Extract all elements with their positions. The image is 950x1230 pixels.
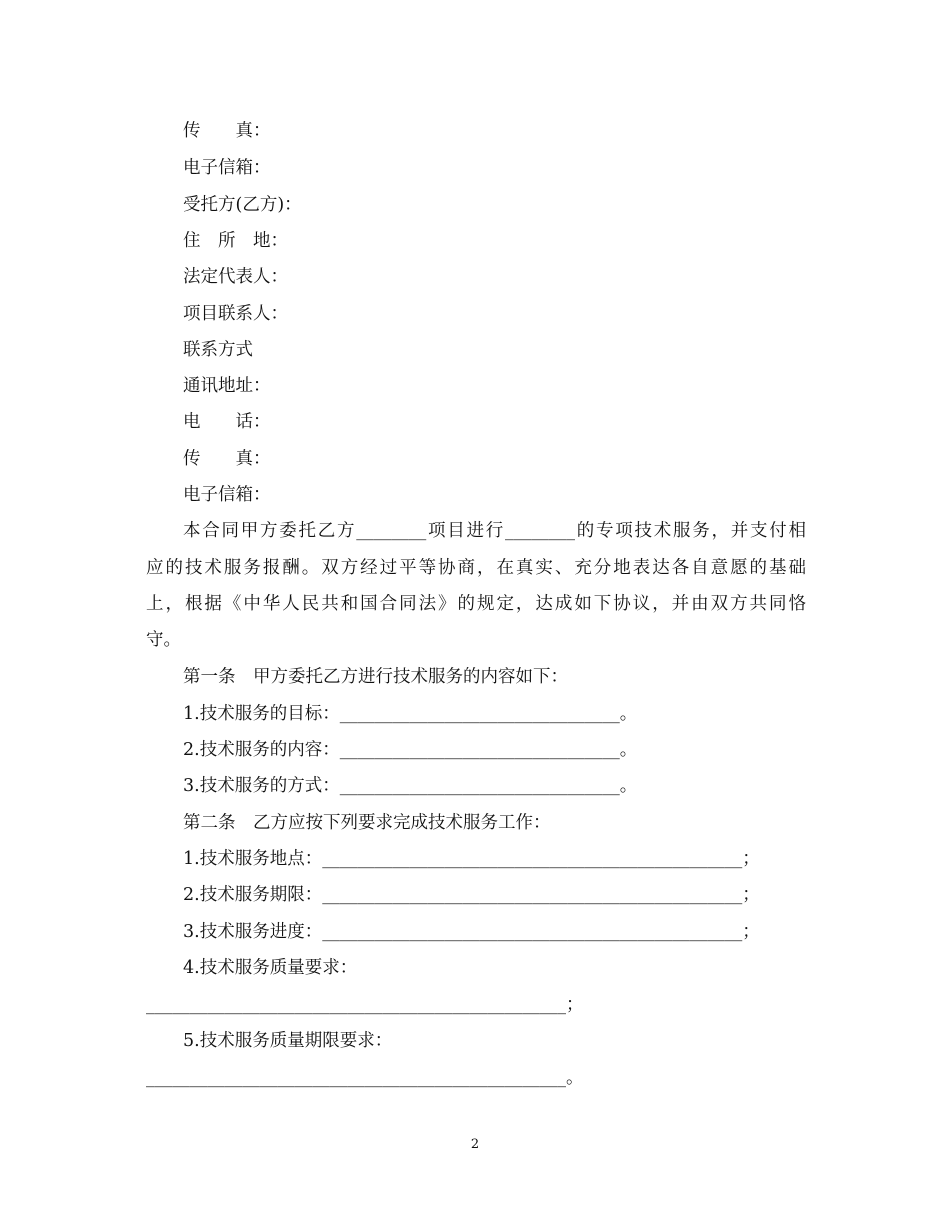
trustee-party-b-label: 受托方(乙方)： <box>183 195 302 215</box>
project-contact-label: 项目联系人： <box>183 304 288 324</box>
fax-label-party-b: 传 真： <box>183 449 271 469</box>
address-label: 住 所 地： <box>183 231 288 251</box>
phone-label: 电 话： <box>183 412 271 432</box>
article-2-item-5-blank: ________________________________________________。 <box>146 1068 584 1088</box>
article-2-item-4-label: 4.技术服务质量要求： <box>183 958 358 978</box>
article-1-item-1: 1.技术服务的目标：________________________________。 <box>183 704 638 724</box>
legal-representative-label: 法定代表人： <box>183 267 288 287</box>
preamble-line-3: 上，根据《中华人民共和国合同法》的规定，达成如下协议，并由双方共同恪 <box>146 594 806 614</box>
mailing-address-label: 通讯地址： <box>183 376 271 396</box>
article-2-heading: 第二条 乙方应按下列要求完成技术服务工作： <box>183 813 551 833</box>
article-2-item-2: 2.技术服务期限：________________________________________________； <box>183 885 760 905</box>
email-label-party-b: 电子信箱： <box>183 485 271 505</box>
article-2-item-5-label: 5.技术服务质量期限要求： <box>183 1031 393 1051</box>
preamble-line-1: 本合同甲方委托乙方________项目进行________的专项技术服务，并支付相 <box>183 521 806 541</box>
email-label-party-a: 电子信箱： <box>183 158 271 178</box>
contact-method-heading: 联系方式 <box>183 340 253 360</box>
fax-label-party-a: 传 真： <box>183 121 271 141</box>
preamble-line-2: 应的技术服务报酬。双方经过平等协商，在真实、充分地表达各自意愿的基础 <box>146 558 806 578</box>
article-2-item-3: 3.技术服务进度：________________________________________________； <box>183 922 760 942</box>
article-2-item-4-blank: ________________________________________________； <box>146 995 584 1015</box>
article-1-item-3: 3.技术服务的方式：________________________________。 <box>183 776 638 796</box>
page-number: 2 <box>470 1137 480 1152</box>
article-2-item-1: 1.技术服务地点：________________________________________________； <box>183 849 760 869</box>
preamble-line-4: 守。 <box>146 630 181 650</box>
article-1-item-2: 2.技术服务的内容：________________________________。 <box>183 740 638 760</box>
article-1-heading: 第一条 甲方委托乙方进行技术服务的内容如下： <box>183 667 568 687</box>
